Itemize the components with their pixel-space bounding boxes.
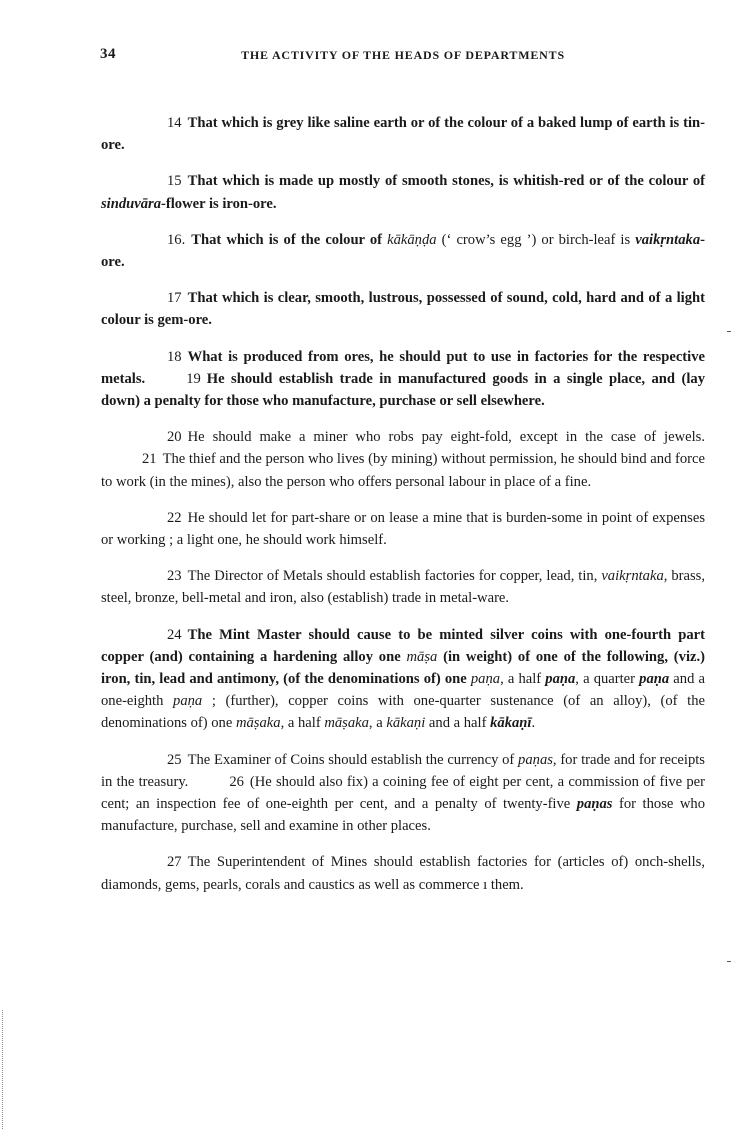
paragraph-1 — [101, 170, 705, 214]
sutra-number: 23 — [167, 568, 182, 585]
text-run: , for trade and for receipts in the treasury. — [101, 751, 705, 790]
sutra-number: 15 — [167, 173, 182, 190]
sutra-number: 27 — [167, 854, 182, 871]
paragraph-7 — [101, 565, 705, 609]
sutra-number: 17 — [167, 290, 182, 307]
text-run: māṣaka — [324, 715, 369, 732]
text-run: . — [531, 715, 536, 732]
sutra-number: 19 — [186, 370, 201, 387]
text-run: paṇa — [173, 693, 203, 710]
text-run: That which is grey like saline earth or of the colour of a baked lump of earth is tin-ore. — [101, 115, 705, 154]
text-run: māṣa — [406, 648, 438, 665]
text-run: vaikṛntaka — [601, 568, 664, 585]
text-run: The Superintendent of Mines should establish factories for (articles of) onch-shells, diamonds, gems, pearls, corals and caustics as well as commerce ı them. — [101, 854, 705, 893]
text-run: That which is of the colour of — [191, 231, 388, 248]
text-run: , a — [368, 715, 387, 732]
sutra-number: 25 — [167, 751, 182, 768]
sutra-number: 14 — [167, 115, 182, 131]
text-run: kākaṇi — [386, 715, 426, 732]
text-run: He should make a miner who robs pay eight-fold, except in the case of jewels. — [187, 429, 705, 446]
text-run: , a quarter — [575, 671, 640, 688]
text-run: The Mint Master should cause to be minted silver coins with one-fourth part copper (and) containing a hardening alloy one — [101, 626, 705, 665]
paragraph-0 — [101, 112, 705, 156]
margin-tick — [727, 331, 731, 332]
text-run: kākāṇḍa — [387, 231, 437, 248]
text-run: The Director of Metals should establish factories for copper, lead, tin, — [187, 568, 602, 585]
text-run: (He should also fix) a coining fee of eight per cent, a commission of five per cent; an inspection fee of one-eighth per cent, and a penalty of twenty-five — [101, 773, 705, 813]
scan-margin-artifact — [2, 1010, 4, 1129]
text-run: The thief and the person who lives (by mining) without permission, he should bind and force to work (in the mines), also the person who offers personal labour in place of a fine. — [101, 451, 705, 490]
text-run: māṣaka — [235, 715, 281, 732]
sutra-number: 21 — [142, 451, 157, 468]
sutra-number: 18 — [167, 348, 182, 365]
text-run: paṇa — [545, 671, 576, 688]
sutra-number: 22 — [167, 509, 182, 526]
text-run: , brass, steel, bronze, bell-metal and iron, also (establish) trade in metal-ware. — [101, 568, 705, 607]
text-run: for those who manufacture, purchase, sell and examine in other places. — [101, 796, 706, 835]
text-run: That which is made up mostly of smooth stones, is whitish-red or of the colour of — [187, 173, 705, 190]
paragraph-3 — [101, 287, 705, 331]
text-run: paṇas — [576, 796, 613, 813]
page-header — [100, 46, 706, 68]
text-run: He should let for part-share or on lease a mine that is burden-some in point of expenses or working ; a light one, he should work himself. — [101, 509, 705, 549]
sutra-number: 24 — [167, 626, 182, 643]
body-text — [101, 112, 705, 910]
text-run: sinduvāra — [101, 195, 162, 212]
text-run: kākaṇī — [490, 715, 532, 732]
text-run: and a one-eighth — [101, 671, 705, 710]
text-run: and a half — [425, 715, 491, 732]
margin-tick — [727, 961, 731, 962]
text-run: , a half — [280, 715, 325, 732]
text-run: (‘ crow’s egg ’) or birch-leaf is — [436, 231, 636, 248]
running-head: THE ACTIVITY OF THE HEADS OF DEPARTMENTS — [241, 48, 565, 62]
sutra-number: 26 — [229, 773, 244, 790]
text-run: -ore. — [101, 231, 705, 271]
text-run: ; (further), copper coins with one-quarter sustenance (of an alloy), (of the denominations of) one — [101, 693, 705, 732]
text-run: vaikṛntaka — [635, 231, 701, 248]
paragraph-10 — [101, 851, 705, 895]
text-run: That which is clear, smooth, lustrous, possessed of sound, cold, hard and of a light colour is gem-ore. — [101, 290, 705, 329]
paragraph-9 — [101, 749, 705, 838]
text-run: paṇas — [518, 751, 553, 768]
paragraph-5 — [101, 426, 705, 493]
sutra-number: 16. — [167, 231, 186, 248]
text-run: The Examiner of Coins should establish the currency of — [187, 751, 519, 768]
text-run: , a half — [500, 671, 546, 688]
paragraph-8 — [101, 624, 705, 735]
text-run: (in weight) of one of the following, (viz.) iron, tin, lead and antimony, (of the denominations of) one — [101, 648, 705, 688]
text-run: paṇa — [470, 671, 501, 688]
text-run: paṇa — [639, 671, 670, 688]
text-run: -flower is iron-ore. — [161, 195, 277, 212]
page-number: 34 — [100, 46, 116, 62]
paragraph-6 — [101, 507, 705, 551]
paragraph-4 — [101, 346, 705, 413]
text-run: What is produced from ores, he should put to use in factories for the respective metals. — [101, 348, 705, 387]
paragraph-2 — [101, 229, 705, 273]
text-run: He should establish trade in manufactured goods in a single place, and (lay down) a penalty for those who manufacture, purchase or sell elsewhere. — [101, 370, 705, 410]
sutra-number: 20 — [167, 429, 182, 446]
